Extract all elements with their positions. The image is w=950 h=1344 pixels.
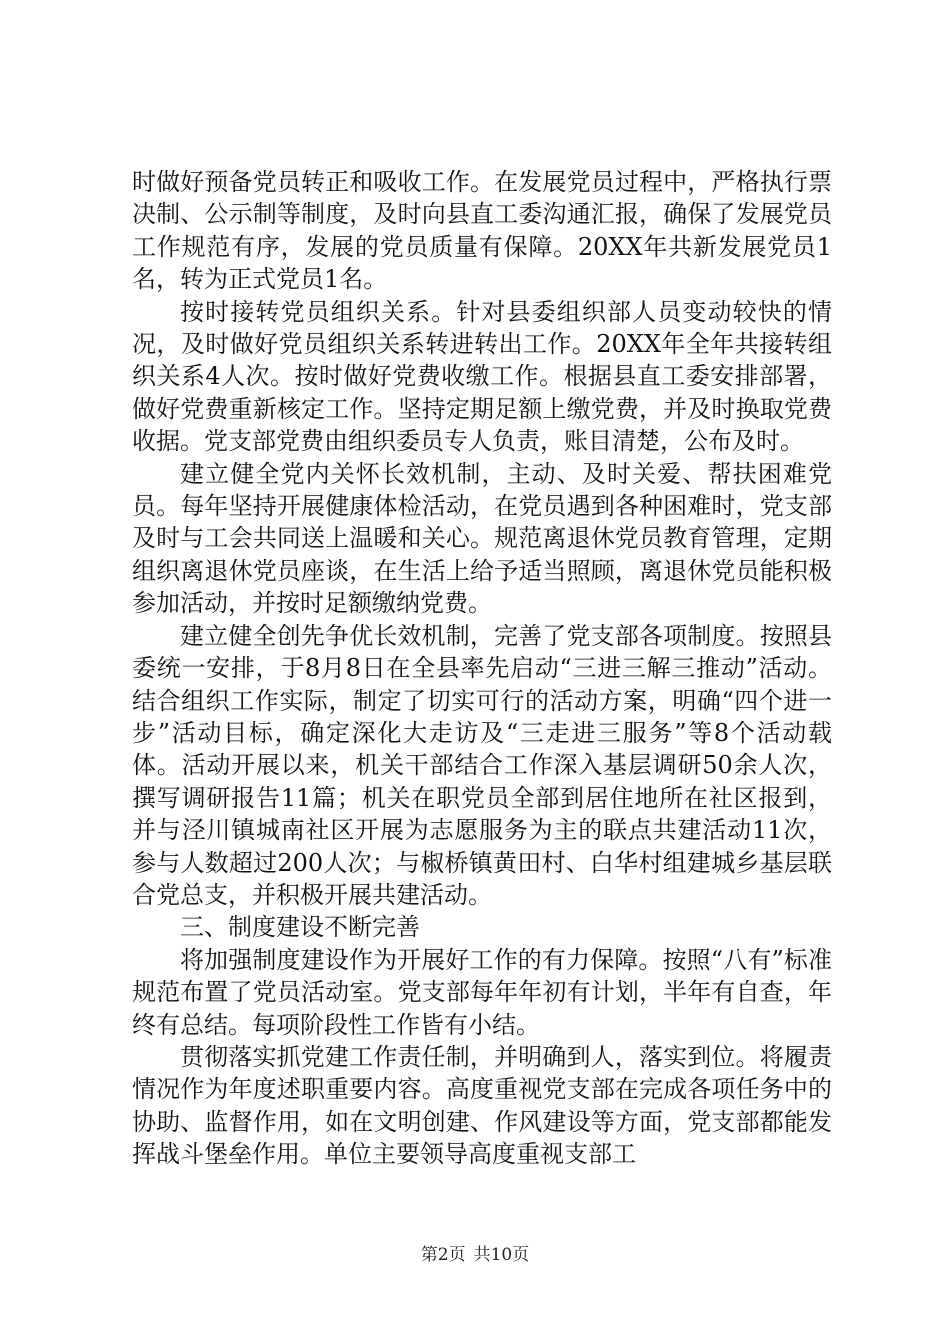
section-heading-system-building: 三、制度建设不断完善 <box>180 913 420 942</box>
paragraph-continuation: 时做好预备党员转正和吸收工作。在发展党员过程中，严格执行票决制、公示制等制度，及时向县直工委沟通汇报，确保了发展党员工作规范有序，发展的党员质量有保障。20XX年共新发展党员1名，转为正式党员1名。 <box>132 168 832 294</box>
total-pages: 共10页 <box>473 1245 530 1265</box>
page-footer <box>0 1244 950 1266</box>
paragraph-system-guarantee: 将加强制度建设作为开展好工作的有力保障。按照“八有”标准规范布置了党员活动室。党支部每年年初有计划，半年有自查，年终有总结。每项阶段性工作皆有小结。 <box>132 945 832 1039</box>
page-number: 第2页 <box>420 1245 466 1265</box>
paragraph-care-mechanism: 建立健全党内关怀长效机制，主动、及时关爱、帮扶困难党员。每年坚持开展健康体检活动，在党员遇到各种困难时，党支部及时与工会共同送上温暖和关心。规范离退休党员教育管理，定期组织离退休党员座谈，在生活上给予适当照顾，离退休党员能积极参加活动，并按时足额缴纳党费。 <box>132 459 832 618</box>
paragraph-membership-transfer: 按时接转党员组织关系。针对县委组织部人员变动较快的情况，及时做好党员组织关系转进转出工作。20XX年全年共接转组织关系4人次。按时做好党费收缴工作。根据县直工委安排部署，做好党费重新核定工作。坚持定期足额上缴党费，并及时换取党费收据。党支部党费由组织委员专人负责，账目清楚，公布及时。 <box>132 297 832 456</box>
document-body <box>132 166 832 1171</box>
paragraph-excellence-mechanism: 建立健全创先争优长效机制，完善了党支部各项制度。按照县委统一安排，于8月8日在全县率先启动“三进三解三推动”活动。结合组织工作实际，制定了切实可行的活动方案，明确“四个进一步”活动目标，确定深化大走访及“三走进三服务”等8个活动载体。活动开展以来，机关干部结合工作深入基层调研50余人次，撰写调研报告11篇；机关在职党员全部到居住地所在社区报到，并与泾川镇城南社区开展为志愿服务为主的联点共建活动11次，参与人数超过200人次；与椒桥镇黄田村、白华村组建城乡基层联合党总支，并积极开展共建活动。 <box>132 621 832 909</box>
paragraph-responsibility-system: 贯彻落实抓党建工作责任制，并明确到人，落实到位。将履责情况作为年度述职重要内容。高度重视党支部在完成各项任务中的协助、监督作用，如在文明创建、作风建设等方面，党支部都能发挥战斗堡垒作用。单位主要领导高度重视支部工 <box>132 1042 832 1169</box>
